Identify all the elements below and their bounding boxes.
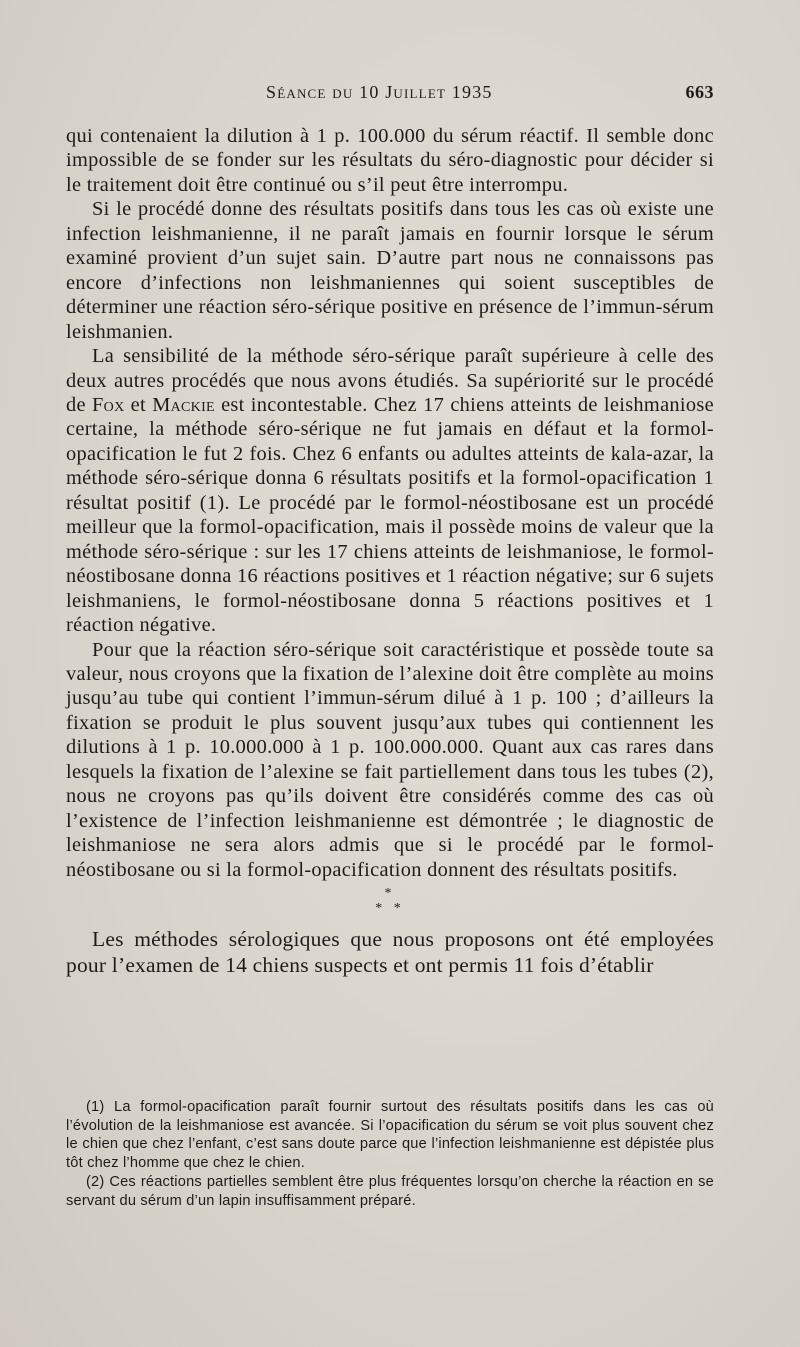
author-name-fox: Fox <box>92 393 125 416</box>
section-asterism <box>66 886 714 926</box>
page-number: 663 <box>685 82 714 102</box>
paragraph-specificity: Si le procédé donne des résultats positifs dans tous les cas où existe une infection leishmanienne, il ne paraît jamais en fournir lorsque le sérum examiné provient d’un sujet sain. D’autre part nous ne connaissons pas encore d’infections non leishmaniennes qui soient susceptibles de déterminer une réaction séro-sérique positive en présence de l’immun-sérum leishmanien. <box>66 198 714 343</box>
paragraph-sensitivity <box>66 344 714 637</box>
footnote-2: (2) Ces réactions partielles semblent être plus fréquentes lorsqu’on cherche la réaction en se servant du sérum d’un lapin insuffisamment préparé. <box>66 1173 714 1209</box>
asterism-top: * <box>384 886 396 902</box>
running-head: Séance du 10 Juillet 1935 <box>266 82 493 102</box>
page-header <box>66 82 714 110</box>
author-name-mackie: Mackie <box>152 393 215 416</box>
paragraph-continuation: qui contenaient la dilution à 1 p. 100.000 du sérum réactif. Il semble donc impossible de se fonder sur les résultats du séro-diagnostic pour décider si le traitement doit être continué ou s’il peut être interrompu. <box>66 125 714 196</box>
paragraph-fixation: Pour que la réaction séro-sérique soit caractéristique et possède toute sa valeur, nous croyons que la fixation de l’alexine doit être complète au moins jusqu’au tube qui contient l’immun-sérum dilué à 1 p. 100 ; d’ailleurs la fixation se produit le plus souvent jusqu’aux tubes qui contiennent les dilutions à 1 p. 10.000.000 à 1 p. 100.000.000. Quant aux cas rares dans lesquels la fixation de l’alexine se fait partiellement dans tous les tubes (2), nous ne croyons pas qu’ils doivent être considérés comme des cas où l’existence de l’infection leishmanienne est démontrée ; le diagnostic de leishmaniose ne sera alors admis que si le procédé par le formol-néostibosane ou si la formol-opacification donnent des résultats positifs. <box>66 638 714 881</box>
paragraph-sensitivity-conjunction: et <box>124 393 153 416</box>
asterism-bottom: * * <box>375 901 405 917</box>
body-text <box>66 124 714 978</box>
paragraph-sensitivity-text-start: La sensibilité de la méthode séro-sérique paraît supérieure à celle des deux autres procédés que nous avons étudiés. Sa supériorité sur le procédé de <box>66 345 714 416</box>
paragraph-new-section: Les méthodes sérologiques que nous proposons ont été employées pour l’examen de 14 chiens suspects et ont permis 11 fois d’établir <box>66 927 714 978</box>
footnote-1: (1) La formol-opacification paraît fournir surtout des résultats positifs dans les cas où l’évolution de la leishmaniose est avancée. Si l’opacification du sérum se voit plus souvent chez le chien que chez l’enfant, c’est sans doute parce que l’infection leishmanienne est dépistée plus tôt chez l’homme que chez le chien. <box>66 1099 714 1172</box>
paragraph-sensitivity-text-end: est incontestable. Chez 17 chiens atteints de leishmaniose certaine, la méthode séro-sérique ne fut jamais en défaut et la formol-opacification le fut 2 fois. Chez 6 enfants ou adultes atteints de kala-azar, la méthode séro-sérique donna 6 résultats positifs et la formol-opacification 1 résultat positif (1). Le procédé par le formol-néostibosane est un procédé meilleur que la formol-opacification, mais il possède moins de valeur que la méthode séro-sérique : sur les 17 chiens atteints de leishmaniose, le formol-néostibosane donna 16 réactions positives et 1 réaction négative; sur 6 sujets leishmaniens, le formol-néostibosane donna 5 réactions positives et 1 réaction négative. <box>66 393 714 637</box>
footnotes <box>66 1098 714 1210</box>
